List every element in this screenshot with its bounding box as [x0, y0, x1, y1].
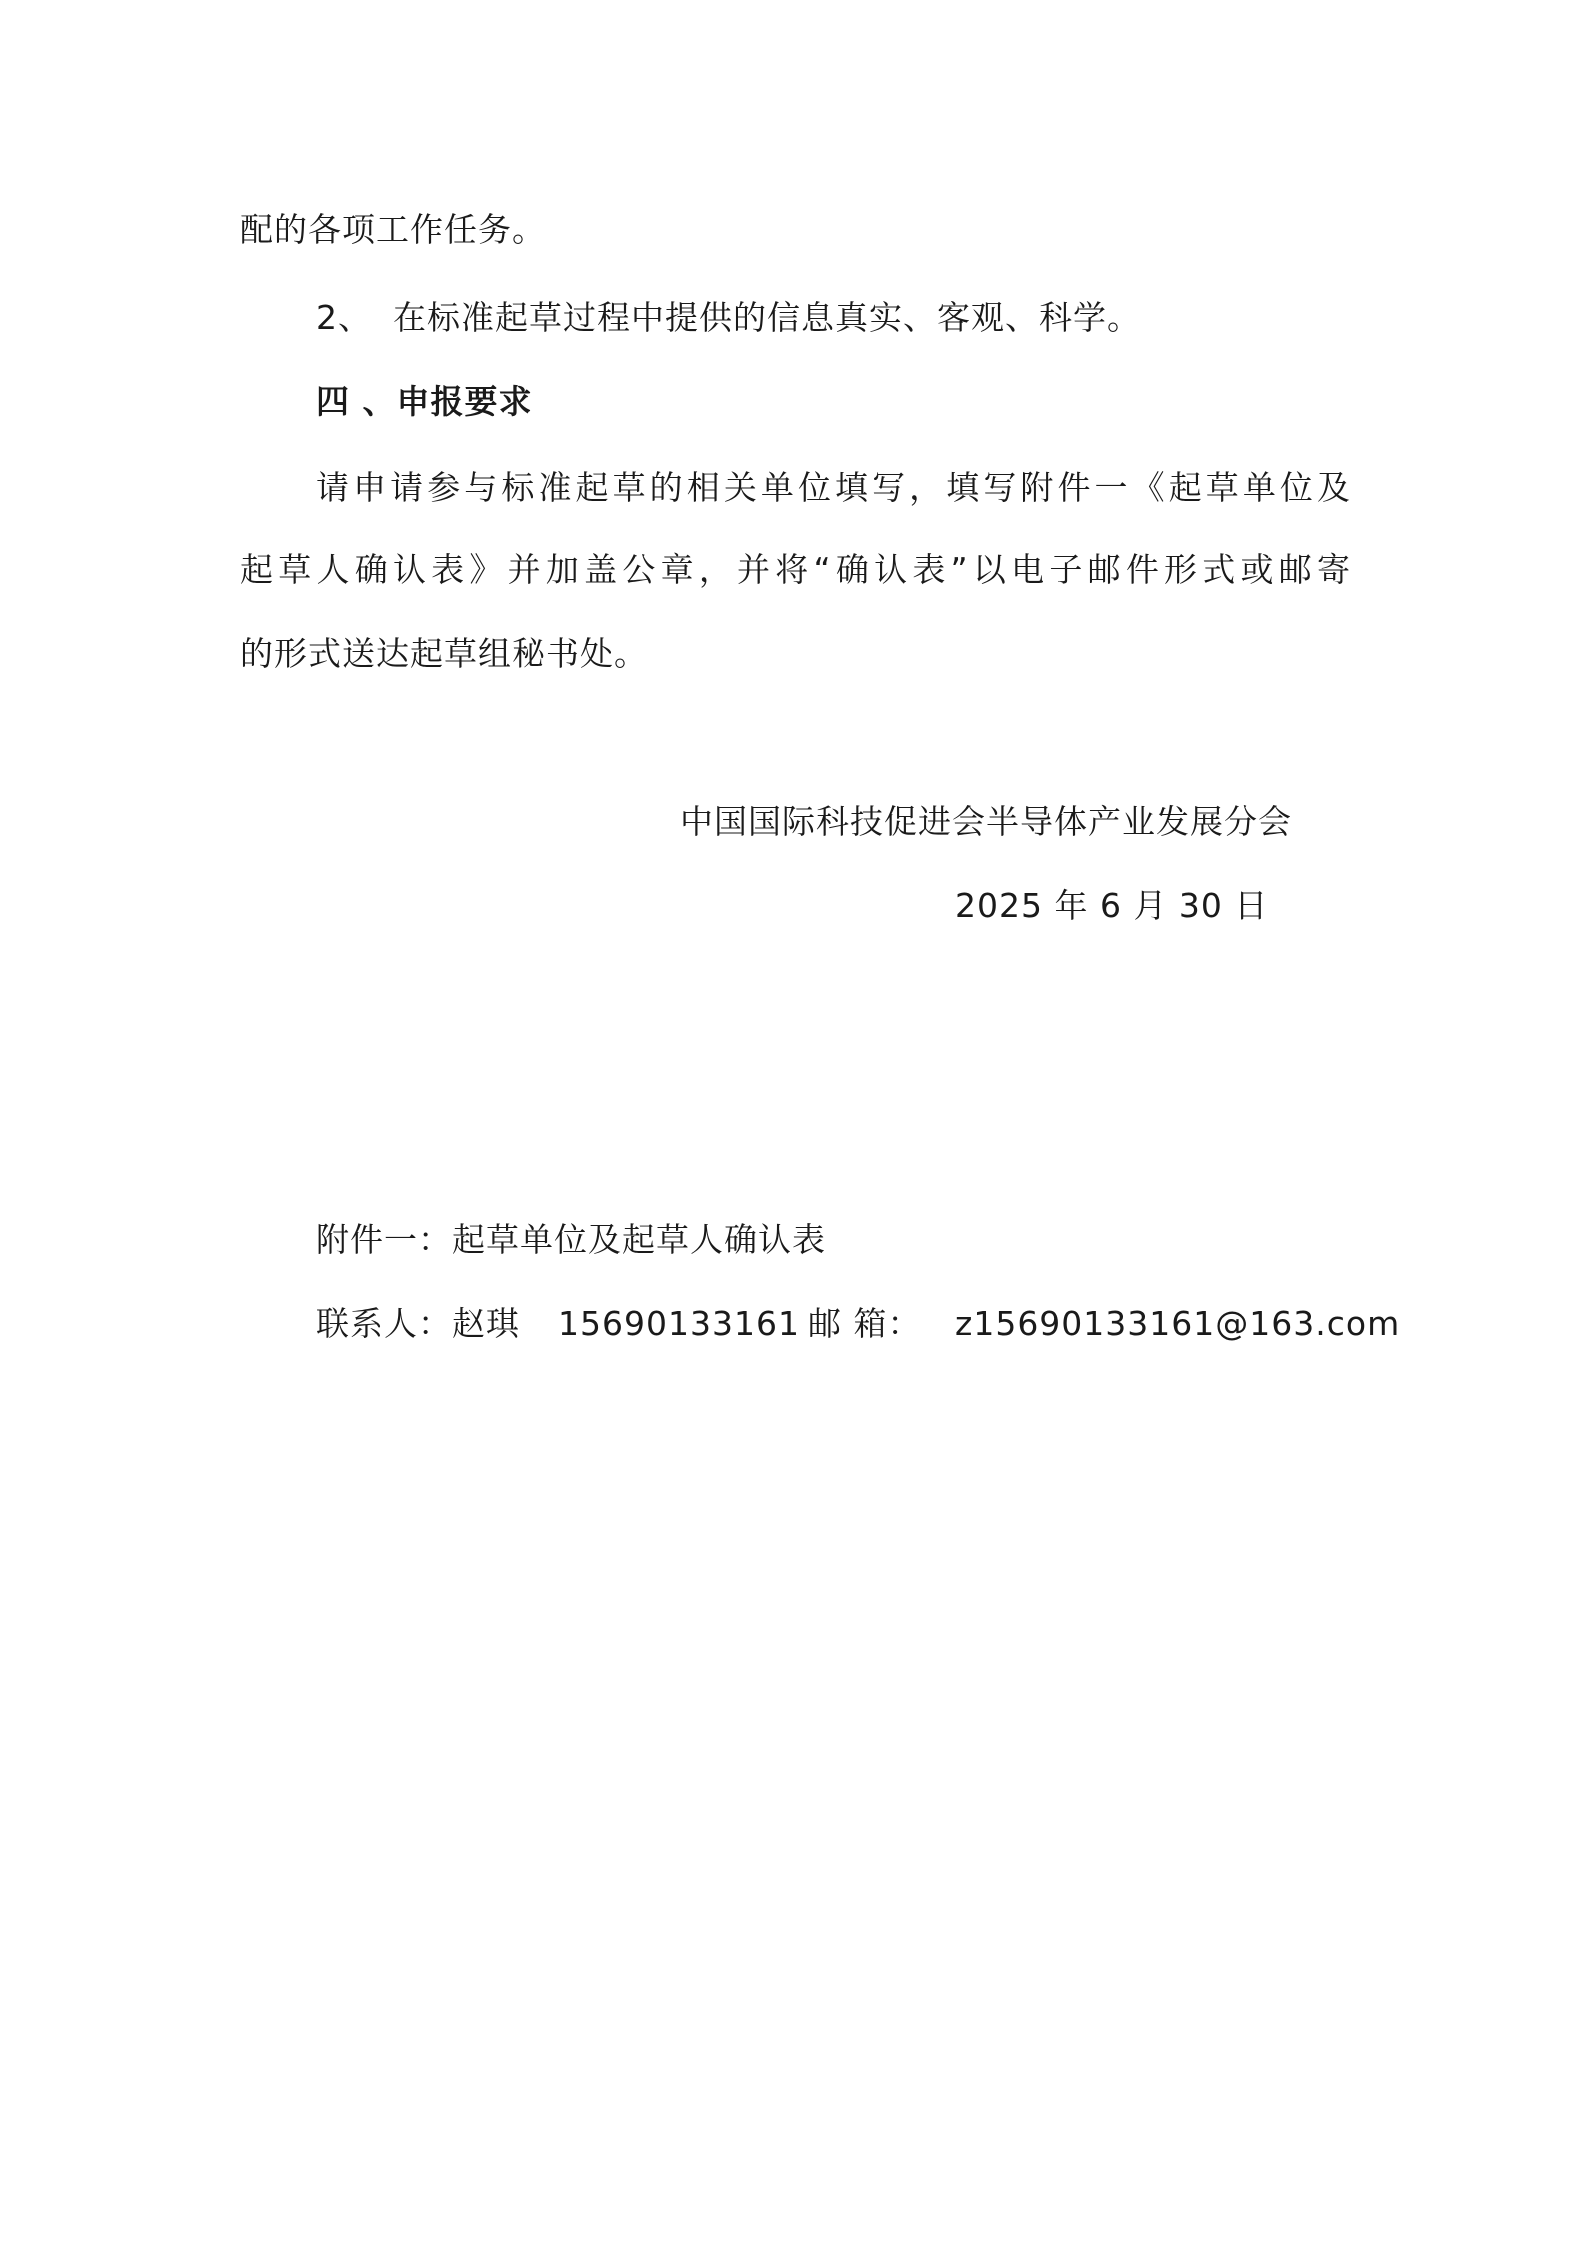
issuer-name: 中国国际科技促进会半导体产业发展分会 — [680, 802, 1292, 841]
section-heading: 四 、申报要求 — [316, 382, 533, 421]
contact-person: 联系人：赵琪 — [316, 1304, 520, 1343]
issue-date: 2025 年 6 月 30 日 — [955, 886, 1269, 925]
paragraph-line: 的形式送达起草组秘书处。 — [240, 634, 648, 673]
list-item-number: 2、 — [316, 298, 372, 337]
list-item-text: 在标准起草过程中提供的信息真实、客观、科学。 — [393, 298, 1141, 337]
email-label: 邮 箱： — [808, 1304, 922, 1343]
attachment-note: 附件一：起草单位及起草人确认表 — [316, 1220, 826, 1259]
paragraph-line: 请申请参与标准起草的相关单位填写，填写附件一《起草单位及 — [316, 468, 1351, 507]
email-address[interactable]: z15690133161@163.com — [955, 1304, 1401, 1343]
contact-phone: 15690133161 — [558, 1304, 800, 1343]
paragraph-line: 起草人确认表》并加盖公章，并将“确认表”以电子邮件形式或邮寄 — [240, 550, 1351, 589]
paragraph-continuation: 配的各项工作任务。 — [240, 210, 546, 249]
